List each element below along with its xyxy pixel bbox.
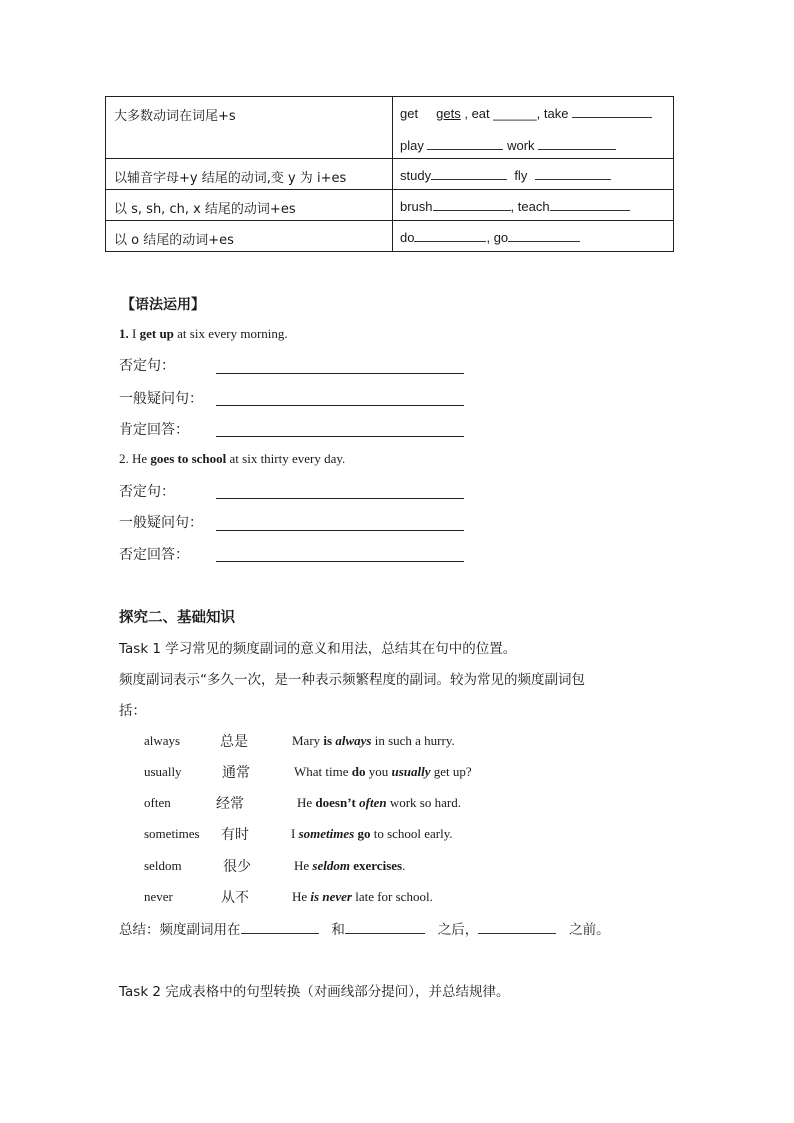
adverb-meaning: 有时 — [221, 827, 249, 843]
blank[interactable] — [345, 920, 425, 934]
question-2: 2. He goes to school at six thirty every day. — [119, 451, 346, 466]
grammar-heading: 【语法运用】 — [121, 297, 205, 313]
adverb-example: What time do you usually get up? — [294, 764, 472, 779]
blank[interactable] — [427, 136, 503, 150]
blank[interactable] — [572, 104, 652, 118]
task-1: Task 1 学习常见的频度副词的意义和用法，总结其在句中的位置。 — [119, 641, 517, 657]
explore-heading: 探究二、基础知识 — [119, 610, 235, 626]
blank[interactable] — [478, 920, 556, 934]
adverb-meaning: 通常 — [222, 765, 250, 781]
answer-line[interactable] — [216, 497, 464, 499]
blank[interactable] — [414, 228, 486, 242]
summary-line: 总结：频度副词用在 和 之后， 之前。 — [119, 922, 610, 938]
label-negative-answer: 否定回答： — [119, 547, 189, 563]
label-question: 一般疑问句： — [119, 515, 203, 531]
adverb-meaning: 很少 — [223, 859, 251, 875]
answer-line[interactable] — [216, 404, 464, 406]
adverb-word: seldom — [144, 858, 182, 873]
example-cell: brush , teach — [393, 190, 674, 221]
intro-line-2: 括： — [119, 703, 146, 719]
rule-cell: 以 s, sh, ch, x 结尾的动词+es — [106, 190, 393, 221]
blank[interactable] — [535, 166, 611, 180]
rule-cell: 以辅音字母+y 结尾的动词,变 y 为 i+es — [106, 159, 393, 190]
label-negative: 否定句： — [119, 358, 175, 374]
task-2: Task 2 完成表格中的句型转换（对画线部分提问），并总结规律。 — [119, 984, 510, 1000]
adverb-word: sometimes — [144, 826, 200, 841]
adverb-example: I sometimes go to school early. — [291, 826, 453, 841]
adverb-word: usually — [144, 764, 182, 779]
table-row — [106, 97, 674, 159]
adverb-word: always — [144, 733, 181, 748]
adverb-word: never — [144, 889, 173, 904]
intro-line-1: 频度副词表示“多久一次，是一种表示频繁程度的副词。较为常见的频度副词包 — [119, 672, 585, 688]
adverb-example: He doesn’t often work so hard. — [297, 795, 461, 810]
blank[interactable] — [550, 197, 630, 211]
answer-line[interactable] — [216, 372, 464, 374]
table-row — [106, 159, 674, 190]
rule-cell: 以 o 结尾的动词+es — [106, 221, 393, 252]
adverb-example: He seldom exercises. — [294, 858, 406, 873]
question-1: 1. I get up at six every morning. — [119, 326, 288, 341]
adverb-example: Mary is always in such a hurry. — [292, 733, 455, 748]
adverb-meaning: 从不 — [221, 890, 249, 906]
label-question: 一般疑问句： — [119, 391, 203, 407]
table-row — [106, 190, 674, 221]
verb-rule-table — [105, 96, 674, 252]
blank[interactable] — [508, 228, 580, 242]
adverb-meaning: 总是 — [220, 734, 248, 750]
example-cell: get gets , eat ______, take play work — [393, 97, 674, 159]
example-cell: study fly — [393, 159, 674, 190]
blank[interactable] — [431, 166, 507, 180]
rule-cell: 大多数动词在词尾+s — [106, 97, 393, 159]
answer-gets: gets — [436, 106, 461, 121]
answer-line[interactable] — [216, 529, 464, 531]
adverb-word: often — [144, 795, 171, 810]
blank[interactable] — [241, 920, 319, 934]
blank[interactable] — [433, 197, 511, 211]
adverb-meaning: 经常 — [216, 796, 244, 812]
answer-line[interactable] — [216, 435, 464, 437]
answer-line[interactable] — [216, 560, 464, 562]
label-negative: 否定句： — [119, 484, 175, 500]
example-cell: do , go — [393, 221, 674, 252]
label-positive-answer: 肯定回答： — [119, 422, 189, 438]
blank[interactable] — [538, 136, 616, 150]
table-row — [106, 221, 674, 252]
adverb-example: He is never late for school. — [292, 889, 433, 904]
